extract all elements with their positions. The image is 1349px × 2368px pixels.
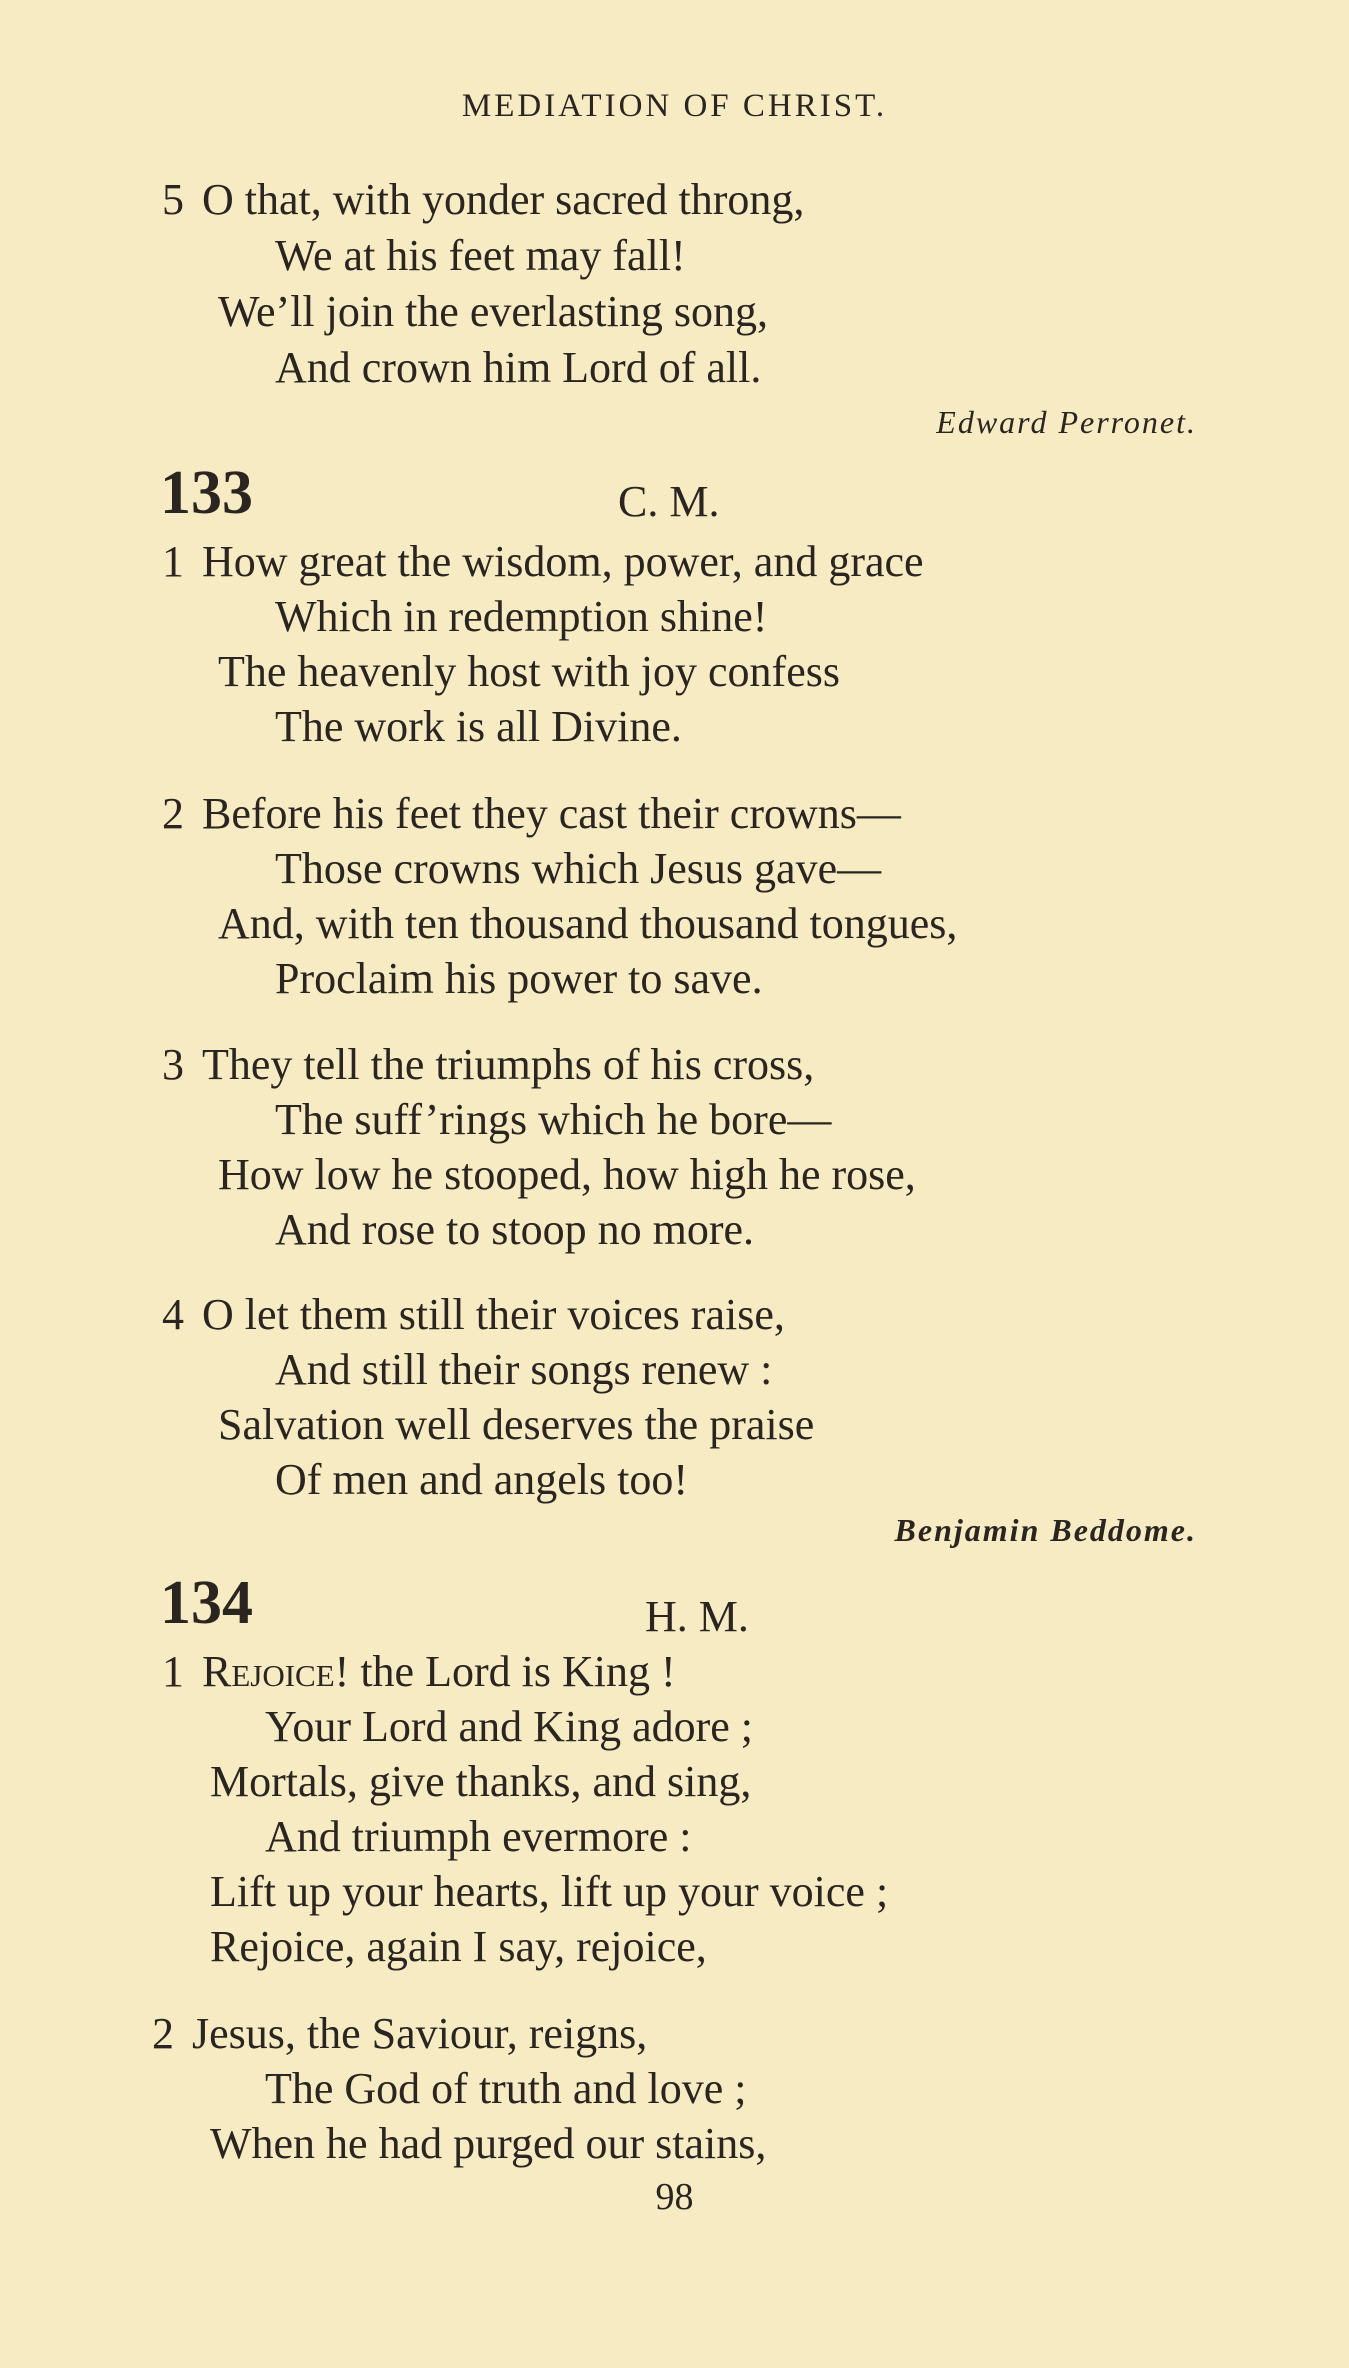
verse-line: 5 O that, with yonder sacred throng,	[162, 175, 805, 224]
verse-line: Lift up your hearts, lift up your voice ;	[210, 1867, 889, 1916]
author-attribution: Edward Perronet.	[936, 404, 1197, 440]
verse-line: And still their songs renew :	[275, 1345, 773, 1394]
verse-number: 5	[162, 175, 184, 224]
verse-line: How low he stooped, how high he rose,	[218, 1150, 916, 1199]
verse-line: Rejoice, again I say, rejoice,	[210, 1922, 707, 1971]
verse-number: 1	[162, 1647, 184, 1696]
running-header: MEDIATION OF CHRIST.	[461, 88, 888, 124]
verse-line: And crown him Lord of all.	[275, 343, 762, 392]
verse-line: The work is all Divine.	[275, 702, 682, 751]
hymn-number: 133	[160, 459, 253, 527]
verse-line: Mortals, give thanks, and sing,	[210, 1757, 752, 1806]
verse-line: The heavenly host with joy confess	[218, 647, 840, 696]
verse-number: 1	[162, 537, 184, 586]
hymn-number: 134	[160, 1569, 253, 1637]
hymn-meter: H. M.	[645, 1592, 749, 1641]
verse-line: Those crowns which Jesus gave—	[275, 844, 882, 893]
verse-line: 1 How great the wisdom, power, and grace	[162, 537, 924, 586]
hymn-meter: C. M.	[618, 477, 720, 526]
verse-line: Proclaim his power to save.	[275, 954, 763, 1003]
verse-number: 4	[162, 1290, 184, 1339]
first-word: Rejoice	[202, 1647, 335, 1696]
page-number: 98	[655, 2176, 694, 2218]
author-attribution: Benjamin Beddome.	[894, 1512, 1197, 1548]
verse-line: 3 They tell the triumphs of his cross,	[162, 1040, 815, 1089]
verse-line: 1 Rejoice! the Lord is King !	[162, 1647, 676, 1696]
verse-line: When he had purged our stains,	[210, 2119, 767, 2168]
verse-number: 3	[162, 1040, 184, 1089]
verse-number: 2	[152, 2009, 174, 2058]
verse-line: 4 O let them still their voices raise,	[162, 1290, 785, 1339]
verse-line: The suff’rings which he bore—	[275, 1095, 832, 1144]
verse-line: We at his feet may fall!	[275, 231, 686, 280]
verse-line: 2 Before his feet they cast their crowns—	[162, 789, 901, 838]
verse-line: And rose to stoop no more.	[275, 1205, 755, 1254]
verse-line: 2 Jesus, the Saviour, reigns,	[152, 2009, 648, 2058]
verse-line: And triumph evermore :	[265, 1812, 692, 1861]
verse-line: The God of truth and love ;	[265, 2064, 747, 2113]
verse-line: We’ll join the everlasting song,	[218, 287, 768, 336]
verse-line: And, with ten thousand thousand tongues,	[218, 899, 958, 948]
verse-line: Which in redemption shine!	[275, 592, 768, 641]
verse-number: 2	[162, 789, 184, 838]
verse-line: Salvation well deserves the praise	[218, 1400, 815, 1449]
verse-line: Your Lord and King adore ;	[265, 1702, 754, 1751]
verse-line: Of men and angels too!	[275, 1455, 688, 1504]
